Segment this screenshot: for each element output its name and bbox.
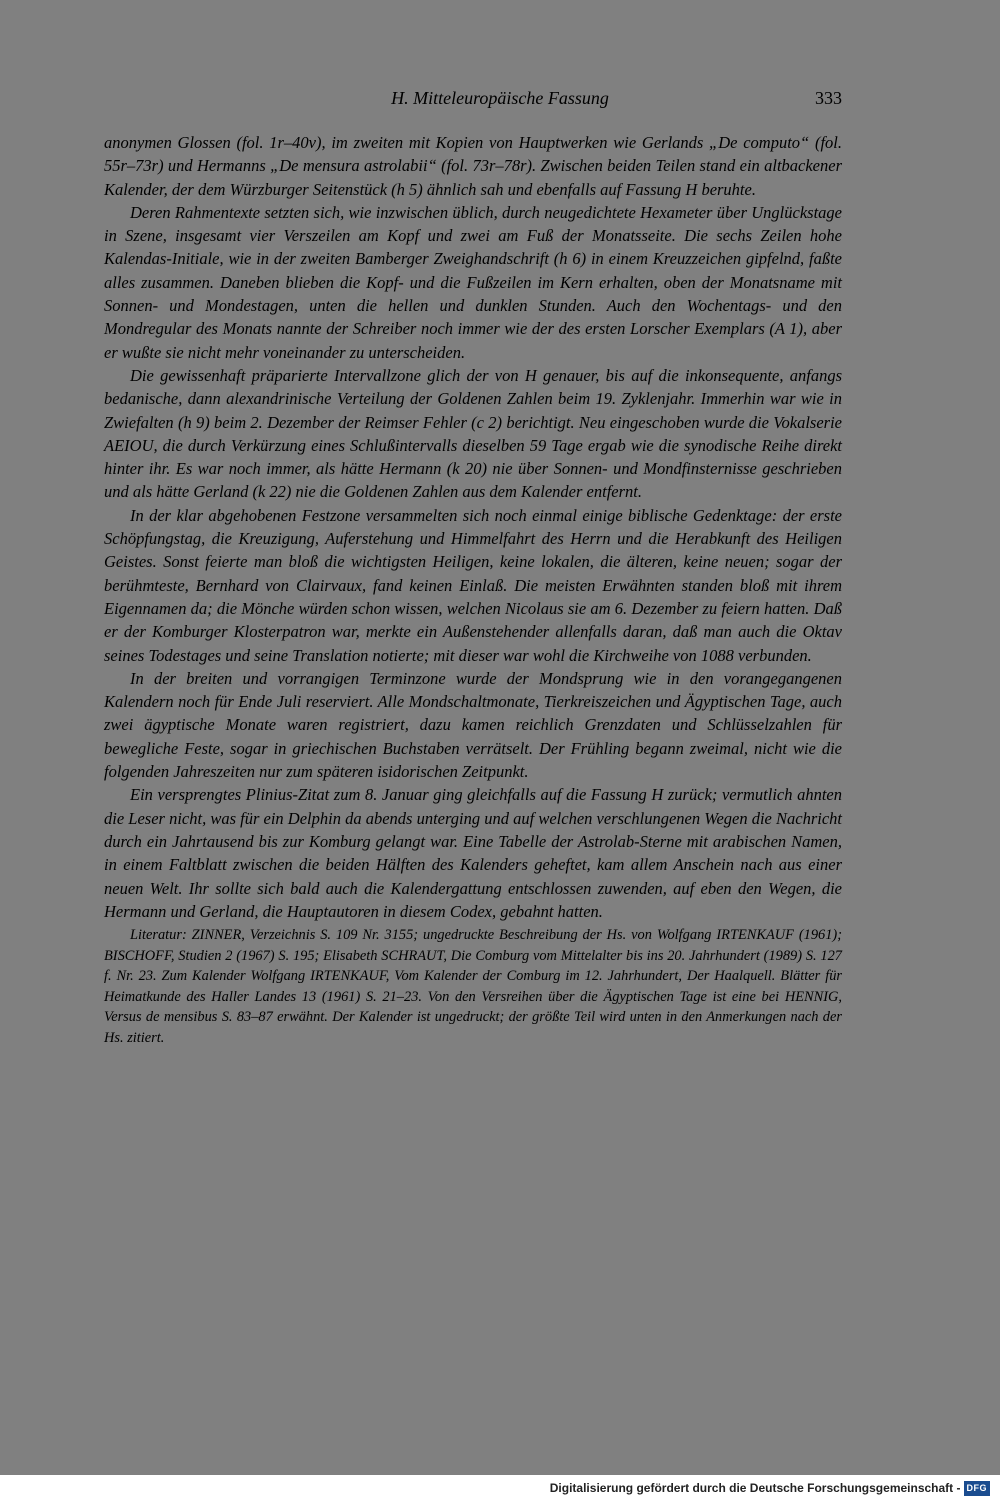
digitization-credit (550, 1477, 990, 1499)
paragraph: Ein versprengtes Plinius-Zitat zum 8. Januar ging gleichfalls auf die Fassung H zurück; vermutlich ahnten die Leser nicht, was für ein Delphin da abends unterging und auf welchen verschlungenen Wegen die Nachricht durch ein Jahrtausend bis zur Komburg gelangt war. Eine Tabelle der Astrolab-Sterne mit arabischen Namen, in einem Faltblatt zwischen die beiden Hälften des Kalenders geheftet, kam allem Anschein nach aus einer neuen Welt. Ihr sollte sich bald auch die Kalendergattung entschlossen zuwenden, auf eben den Wegen, die Hermann und Gerland, die Hauptautoren in diesem Codex, gebahnt hatten. (104, 785, 842, 921)
dfg-logo: DFG (964, 1481, 991, 1496)
paragraph: In der klar abgehobenen Festzone versammelten sich noch einmal einige biblische Gedenktage: der erste Schöpfungstag, die Kreuzigung, Auferstehung und Himmelfahrt des Herrn und die Herabkunft des Heiligen Geistes. Sonst feierte man bloß die wichtigsten Heiligen, keine lokalen, die älteren, keine neuen; sogar der berühmteste, Bernhard von Clairvaux, fand keinen Einlaß. Die meisten Erwähnten standen bloß mit ihrem Eigennamen da; die Mönche würden schon wissen, welchen Nicolaus sie am 6. Dezember zu feiern hatten. Daß er der Komburger Klosterpatron war, merkte ein Außenstehender allenfalls daran, daß man auch die Oktav seines Todestages und seine Translation notierte; mit dieser war wohl die Kirchweihe von 1088 verbunden. (104, 505, 842, 665)
running-head (0, 88, 1000, 116)
page-number: 333 (815, 88, 842, 108)
paragraph: anonymen Glossen (fol. 1r–40v), im zweiten mit Kopien von Hauptwerken wie Gerlands „De computo“ (fol. 55r–73r) und Hermanns „De mensura astrolabii“ (fol. 73r–78r). Zwischen beiden Teilen stand ein altbackener Kalender, der dem Würzburger Seitenstück (h 5) ähnlich sah und ebenfalls auf Fassung H beruhte. (104, 133, 842, 199)
credit-text: Digitalisierung gefördert durch die Deutsche Forschungsgemeinschaft - (549, 1481, 961, 1495)
literature-note: Literatur: ZINNER, Verzeichnis S. 109 Nr. 3155; ungedruckte Beschreibung der Hs. von Wolfgang IRTENKAUF (1961); BISCHOFF, Studien 2 (1967) S. 195; Elisabeth SCHRAUT, Die Comburg vom Mittelalter bis ins 20. Jahrhundert (1989) S. 127 f. Nr. 23. Zum Kalender Wolfgang IRTENKAUF, Vom Kalender der Comburg im 12. Jahrhundert, Der Haalquell. Blätter für Heimatkunde des Haller Landes 13 (1961) S. 21–23. Von den Versreihen über die Ägyptischen Tage ist eine bei HENNIG, Versus de mensibus S. 83–87 erwähnt. Der Kalender ist ungedruckt; der größte Teil wird unten in den Anmerkungen nach der Hs. zitiert. (104, 927, 842, 1046)
paragraph: In der breiten und vorrangigen Terminzone wurde der Mondsprung wie in den vorangegangenen Kalendern noch für Ende Juli reserviert. Alle Mondschaltmonate, Tierkreiszeichen und Ägyptischen Tage, auch zwei ägyptische Monate waren registriert, dazu kamen reichlich Grenzdaten und Schlüsselzahlen für bewegliche Feste, sogar in griechischen Buchstaben verrätselt. Der Frühling begann zweimal, nicht wie die folgenden Jahreszeiten nur zum späteren isidorischen Zeitpunkt. (104, 668, 842, 782)
paragraph: Deren Rahmentexte setzten sich, wie inzwischen üblich, durch neugedichtete Hexameter über Unglückstage in Szene, insgesamt vier Verszeilen am Kopf und zwei am Fuß der Monatsseite. Die sechs Zeilen hohe Kalendas-Initiale, wie in der zweiten Bamberger Zweighandschrift (h 6) in einem Kreuzzeichen gipfelnd, faßte alles zusammen. Daneben blieben die Kopf- und die Fußzeilen im Kern erhalten, oben der Monatsname mit Sonnen- und Mondestagen, unten die hellen und dunklen Stunden. Auch den Wochentags- und den Mondregular des Monats nannte der Schreiber noch immer wie der des ersten Lorscher Exemplars (A 1), aber er wußte sie nicht mehr voneinander zu unterscheiden. (104, 202, 842, 362)
running-head-title: H. Mitteleuropäische Fassung (391, 88, 609, 108)
paragraph: Die gewissenhaft präparierte Intervallzone glich der von H genauer, bis auf die inkonsequente, anfangs bedanische, dann alexandrinische Verteilung der Goldenen Zahlen beim 19. Zyklenjahr. Immerhin war wie in Zwiefalten (h 9) beim 2. Dezember der Reimser Fehler (c 2) berichtigt. Neu eingeschoben wurde die Vokalserie AEIOU, die durch Verkürzung eines Schlußintervalls dieselben 59 Tage ergab wie die synodische Reihe direkt hinter ihr. Es war noch immer, als hätte Hermann (k 20) nie über Sonnen- und Mondfinsternisse geschrieben und als hätte Gerland (k 22) nie die Goldenen Zahlen aus dem Kalender entfernt. (104, 365, 842, 502)
body-text (104, 131, 842, 1048)
